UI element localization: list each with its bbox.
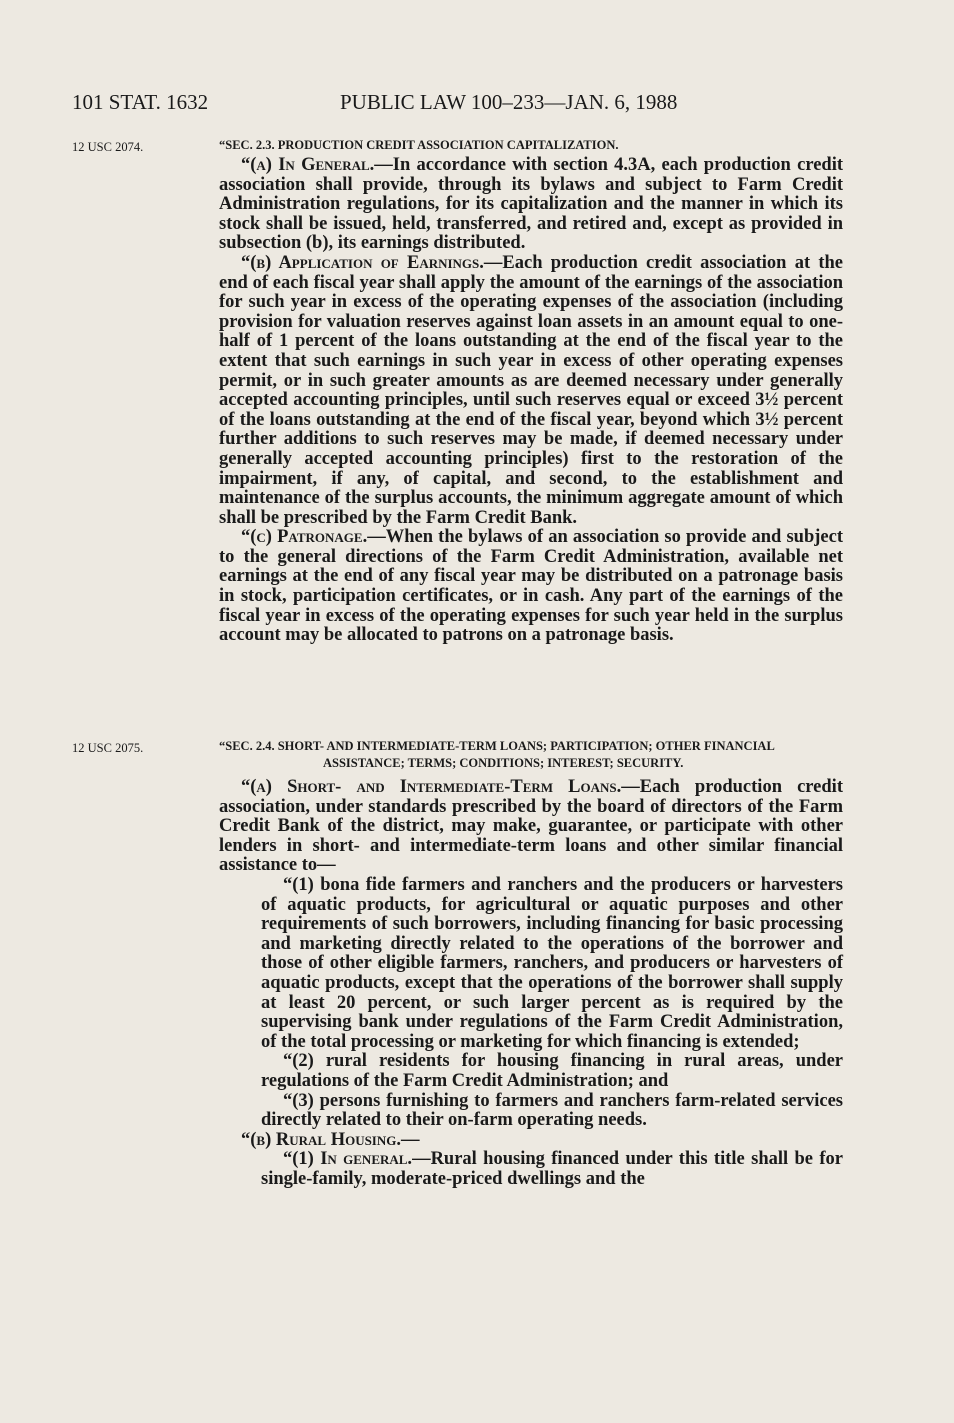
- section-2-4-number: “SEC. 2.4.: [219, 739, 275, 753]
- subsection-a-label: “(a) In General.: [241, 155, 375, 175]
- section-2-3-heading: “SEC. 2.3. PRODUCTION CREDIT ASSOCIATION CAPITALIZATION.: [219, 138, 619, 152]
- list-item-2: “(2) rural residents for housing financing in rural areas, under regulations of the Farm Credit Administration; and: [261, 1051, 843, 1091]
- section-2-3: [219, 137, 843, 646]
- paragraph-b1-label: “(1) In general.: [283, 1149, 413, 1170]
- page-header: [72, 90, 854, 120]
- margin-note-usc-2074: 12 USC 2074.: [72, 140, 144, 154]
- list-item-3: “(3) persons furnishing to farmers and ranchers farm-related services directly related to their on-farm operating needs.: [261, 1090, 843, 1131]
- section-2-4: [219, 738, 843, 1189]
- margin-note-usc-2075: 12 USC 2075.: [72, 741, 144, 755]
- subsection-2-4-a: [219, 778, 843, 876]
- subsection-2-4-a-items: [219, 876, 843, 1131]
- section-2-4-heading: [219, 738, 843, 772]
- subsection-2-4-a-text: —Each production credit association, under standards prescribed by the board of directors of the Farm Credit Bank of the district, may make, guarantee, or participate with other lenders in short- and intermediate-term loans and other similar financial assistance to—: [219, 777, 843, 876]
- section-2-4-title: SHORT- AND INTERMEDIATE-TERM LOANS; PARTICIPATION; OTHER FINANCIAL ASSISTANCE; TERMS; CONDITIONS; INTEREST; SECURITY.: [277, 739, 775, 770]
- subsection-b-label: “(b) Application of Earnings.: [241, 252, 484, 273]
- subsection-b-earnings: [219, 254, 843, 528]
- subsection-b-text: —Each production credit association at the end of each fiscal year shall apply the amount of the earnings of the association for such year in excess of the operating expenses of the association (including provision for valuation reserves against loan assets in an amount equal to one-half of 1 percent of the loans outstanding at the end of the fiscal year to the extent that such earnings in such year in excess of other operating expenses permit, or in such greater amounts as are deemed necessary under generally accepted accounting principles, until such reserves equal or exceed 3½ percent of the loans outstanding at the end of the fiscal year, beyond which 3½ percent further additions to such reserves may be made, if deemed necessary under generally accepted accounting principles) first to the restoration of the impairment, if any, of capital, and second, to the establishment and maintenance of the surplus accounts, the minimum aggregate amount of which shall be prescribed by the Farm Credit Bank.: [219, 252, 843, 528]
- subsection-2-4-b-items: [219, 1150, 843, 1189]
- subsection-2-4-b-label: “(b) Rural Housing.: [241, 1129, 401, 1150]
- subsection-a-text: —In accordance with section 4.3A, each production credit association shall provide, through its bylaws and subject to Farm Credit Administration regulations, for its capitalization and the manner in which its stock shall be issued, held, transferred, and retired and, except as provided in subsection (b), its earnings distributed.: [219, 155, 843, 254]
- paragraph-b1: [261, 1150, 843, 1189]
- subsection-c-label: “(c) Patronage.: [241, 527, 368, 548]
- list-item-1: “(1) bona fide farmers and ranchers and the producers or harvesters of aquatic products, for agricultural or aquatic purposes and other requirements of such borrowers, including financing for basic processing and marketing directly related to the operations of the borrower and those of other eligible farmers, ranchers, and producers or harvesters of aquatic products, except that the operations of the borrower shall supply at least 20 percent, or such larger percent as is required by the supervising bank under regulations of the Farm Credit Administration, of the total processing or marketing for which financing is extended;: [261, 874, 843, 1052]
- subsection-a-general: [219, 156, 843, 254]
- subsection-2-4-b: [219, 1131, 843, 1151]
- stat-citation: 101 STAT. 1632: [72, 90, 209, 114]
- paragraph-b1-text: —Rural housing financed under this title shall be for single-family, moderate-priced dwellings and the: [261, 1149, 843, 1189]
- subsection-2-4-a-label: “(a) Short- and Intermediate-Term Loans.: [241, 777, 622, 797]
- law-citation: PUBLIC LAW 100–233—JAN. 6, 1988: [340, 90, 678, 114]
- subsection-2-4-b-dash: —: [401, 1129, 420, 1150]
- subsection-c-patronage: [219, 528, 843, 646]
- subsection-c-text: —When the bylaws of an association so provide and subject to the general directions of the Farm Credit Administration, available net earnings at the end of any fiscal year may be distributed on a patronage basis in stock, participation certificates, or in cash. Any part of the earnings of the fiscal year in excess of the operating expenses for such year held in the surplus account may be allocated to patrons on a patronage basis.: [219, 527, 843, 646]
